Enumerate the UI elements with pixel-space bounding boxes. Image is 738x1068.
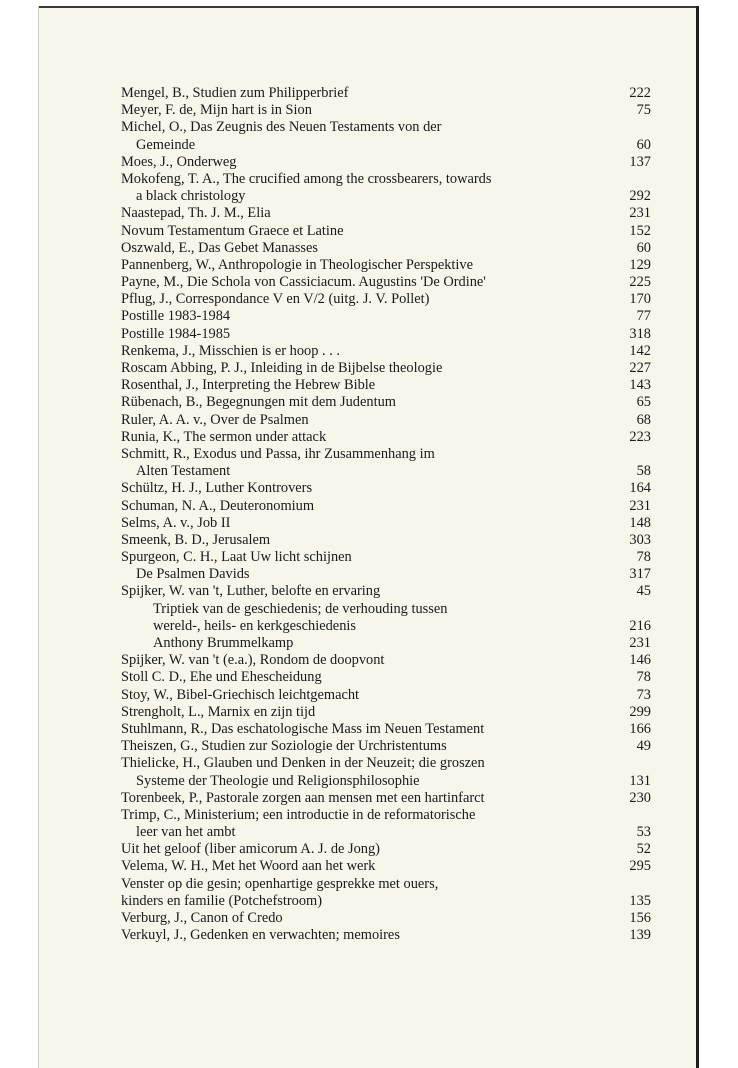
- index-line: [121, 154, 651, 171]
- entry-title: Moes, J., Onderweg: [121, 153, 237, 170]
- index-entry: [121, 532, 651, 549]
- index-entry: [121, 343, 651, 360]
- index-entry: [121, 841, 651, 858]
- page-number: 45: [636, 583, 651, 600]
- index-line: [121, 223, 651, 240]
- entry-title: Uit het geloof (liber amicorum A. J. de Jong): [121, 841, 380, 858]
- page-number: 129: [629, 256, 651, 273]
- page-number: 60: [636, 136, 651, 153]
- entry-title: Naastepad, Th. J. M., Elia: [121, 205, 271, 222]
- index-line: [121, 412, 651, 429]
- index-entry: [121, 119, 651, 153]
- index-line: [121, 858, 651, 875]
- page-number: 156: [629, 910, 651, 926]
- index-line: [121, 790, 651, 807]
- index-line: [121, 119, 651, 136]
- page-number: 65: [636, 394, 651, 411]
- entry-title: Spijker, W. van 't (e.a.), Rondom de doopvont: [121, 652, 385, 669]
- entry-title: Triptiek van de geschiedenis; de verhouding tussen: [153, 600, 448, 617]
- index-entry: [121, 704, 651, 721]
- index-entry: [121, 498, 651, 515]
- entry-title: leer van het ambt: [136, 824, 236, 841]
- page-number: 231: [629, 635, 651, 651]
- entry-title: Torenbeek, P., Pastorale zorgen aan mensen met een hartinfarct: [121, 789, 485, 806]
- book-page: [38, 6, 699, 1068]
- page-right-edge: [696, 6, 699, 1068]
- index-line: [121, 205, 651, 222]
- page-number: 222: [629, 85, 651, 101]
- page-number: 152: [629, 222, 651, 239]
- index-entry: [121, 205, 651, 222]
- entry-title: Ruler, A. A. v., Over de Psalmen: [121, 411, 309, 428]
- index-entry: [121, 480, 651, 497]
- page-number: 317: [629, 566, 651, 583]
- index-line: [121, 274, 651, 291]
- page-number: 231: [629, 497, 651, 514]
- index-line: [121, 824, 651, 841]
- index-entry: [121, 910, 651, 927]
- entry-title: Strengholt, L., Marnix en zijn tijd: [121, 703, 316, 720]
- index-entry: [121, 687, 651, 704]
- entry-title: wereld-, heils- en kerkgeschiedenis: [153, 617, 356, 634]
- page-number: 52: [636, 841, 651, 858]
- entry-title: Pflug, J., Correspondance V en V/2 (uitg. J. V. Pollet): [121, 291, 430, 308]
- page-number: 318: [629, 325, 651, 342]
- index-list: [121, 85, 651, 944]
- entry-title: Schuman, N. A., Deuteronomium: [121, 497, 315, 514]
- index-line: [121, 308, 651, 325]
- index-entry: [121, 858, 651, 875]
- index-line: [121, 326, 651, 343]
- index-entry: [121, 102, 651, 119]
- index-entry: [121, 412, 651, 429]
- index-line: [121, 257, 651, 274]
- entry-title: Systeme der Theologie und Religionsphilosophie: [136, 772, 420, 789]
- index-line: [121, 721, 651, 738]
- page-number: 295: [629, 858, 651, 875]
- page-number: 303: [629, 531, 651, 548]
- entry-title: a black christology: [136, 188, 246, 205]
- index-line: [121, 738, 651, 755]
- page-number: 135: [629, 892, 651, 909]
- entry-title: Trimp, C., Ministerium; een introductie in de reformatorische: [121, 806, 476, 823]
- index-entry: [121, 738, 651, 755]
- page-number: 49: [636, 738, 651, 755]
- index-line: [121, 669, 651, 686]
- page-number: 78: [636, 549, 651, 566]
- index-line: [121, 652, 651, 669]
- index-line: [121, 635, 651, 652]
- entry-title: Mengel, B., Studien zum Philipperbrief: [121, 85, 349, 101]
- index-line: [121, 343, 651, 360]
- index-entry: [121, 274, 651, 291]
- page-number: 75: [636, 102, 651, 119]
- index-entry: [121, 927, 651, 944]
- entry-title: Runia, K., The sermon under attack: [121, 428, 327, 445]
- page-number: 139: [629, 927, 651, 944]
- index-entry: [121, 360, 651, 377]
- page-number: 231: [629, 205, 651, 222]
- entry-title: Mokofeng, T. A., The crucified among the crossbearers, towards: [121, 170, 492, 187]
- entry-title: Thielicke, H., Glauben und Denken in der Neuzeit; die groszen: [121, 755, 485, 772]
- page-number: 131: [629, 772, 651, 789]
- index-entry: [121, 790, 651, 807]
- index-line: [121, 755, 651, 772]
- page-top-edge: [39, 6, 699, 8]
- index-line: [121, 927, 651, 944]
- entry-title: Verburg, J., Canon of Credo: [121, 910, 283, 926]
- page-number: 148: [629, 514, 651, 531]
- index-line: [121, 687, 651, 704]
- index-line: [121, 532, 651, 549]
- index-line: [121, 291, 651, 308]
- index-entry: [121, 429, 651, 446]
- index-entry: [121, 446, 651, 480]
- entry-title: kinders en familie (Potchefstroom): [121, 892, 323, 909]
- entry-title: Theiszen, G., Studien zur Soziologie der Urchristentums: [121, 738, 447, 755]
- page-number: 299: [629, 703, 651, 720]
- index-entry: [121, 240, 651, 257]
- entry-title: Schmitt, R., Exodus und Passa, ihr Zusammenhang im: [121, 445, 435, 462]
- entry-title: Spijker, W. van 't, Luther, belofte en ervaring: [121, 583, 381, 600]
- index-line: [121, 515, 651, 532]
- entry-title: Anthony Brummelkamp: [153, 635, 294, 651]
- index-line: [121, 360, 651, 377]
- page-number: 170: [629, 291, 651, 308]
- entry-title: Rübenach, B., Begegnungen mit dem Judentum: [121, 394, 396, 411]
- entry-title: Stoy, W., Bibel-Griechisch leichtgemacht: [121, 686, 360, 703]
- entry-title: Velema, W. H., Met het Woord aan het werk: [121, 858, 376, 875]
- index-entry: [121, 377, 651, 394]
- index-line: [121, 583, 651, 600]
- page-number: 53: [636, 824, 651, 841]
- page-number: 77: [636, 308, 651, 325]
- entry-title: Smeenk, B. D., Jerusalem: [121, 531, 271, 548]
- index-entry: [121, 652, 651, 669]
- page-number: 73: [636, 686, 651, 703]
- entry-title: Postille 1983-1984: [121, 308, 231, 325]
- page-number: 68: [636, 411, 651, 428]
- index-line: [121, 463, 651, 480]
- entry-title: Meyer, F. de, Mijn hart is in Sion: [121, 102, 312, 119]
- entry-title: Stoll C. D., Ehe und Ehescheidung: [121, 669, 322, 686]
- index-line: [121, 704, 651, 721]
- index-entry: [121, 257, 651, 274]
- page-number: 227: [629, 360, 651, 376]
- index-line: [121, 566, 651, 583]
- page-number: 164: [629, 480, 651, 497]
- page-number: 223: [629, 428, 651, 445]
- index-line: [121, 429, 651, 446]
- index-line: [121, 102, 651, 119]
- entry-title: De Psalmen Davids: [136, 566, 250, 583]
- index-entry: [121, 308, 651, 325]
- entry-title: Spurgeon, C. H., Laat Uw licht schijnen: [121, 549, 352, 566]
- page-number: 137: [629, 153, 651, 170]
- entry-title: Stuhlmann, R., Das eschatologische Mass im Neuen Testament: [121, 720, 485, 737]
- page-number: 292: [629, 188, 651, 205]
- index-entry: [121, 154, 651, 171]
- index-line: [121, 549, 651, 566]
- index-line: [121, 601, 651, 618]
- index-entry: [121, 515, 651, 532]
- entry-title: Payne, M., Die Schola von Cassiciacum. Augustins 'De Ordine': [121, 274, 486, 291]
- entry-title: Novum Testamentum Graece et Latine: [121, 222, 344, 239]
- page-number: 78: [636, 669, 651, 686]
- page-number: 230: [629, 789, 651, 806]
- page-number: 225: [629, 274, 651, 291]
- index-line: [121, 893, 651, 910]
- index-line: [121, 377, 651, 394]
- index-entry: [121, 291, 651, 308]
- index-line: [121, 498, 651, 515]
- index-entry: [121, 326, 651, 343]
- entry-title: Renkema, J., Misschien is er hoop . . .: [121, 342, 341, 359]
- entry-title: Rosenthal, J., Interpreting the Hebrew Bible: [121, 377, 376, 394]
- index-entry: [121, 755, 651, 789]
- page-number: 166: [629, 720, 651, 737]
- index-entry: [121, 223, 651, 240]
- entry-title: Pannenberg, W., Anthropologie in Theologischer Perspektive: [121, 256, 473, 273]
- index-line: [121, 394, 651, 411]
- index-line: [121, 618, 651, 635]
- index-line: [121, 876, 651, 893]
- entry-title: Venster op die gesin; openhartige gesprekke met ouers,: [121, 875, 439, 892]
- page-number: 58: [636, 463, 651, 480]
- entry-title: Gemeinde: [136, 136, 196, 153]
- index-entry: [121, 669, 651, 686]
- entry-title: Selms, A. v., Job II: [121, 514, 231, 531]
- index-entry: [121, 85, 651, 102]
- page-number: 216: [629, 617, 651, 634]
- index-entry: [121, 549, 651, 583]
- entry-title: Oszwald, E., Das Gebet Manasses: [121, 239, 319, 256]
- index-entry: [121, 721, 651, 738]
- index-line: [121, 841, 651, 858]
- index-entry: [121, 876, 651, 910]
- index-line: [121, 773, 651, 790]
- index-line: [121, 910, 651, 927]
- index-line: [121, 480, 651, 497]
- entry-title: Michel, O., Das Zeugnis des Neuen Testaments von der: [121, 119, 442, 136]
- index-entry: [121, 583, 651, 652]
- page-number: 143: [629, 377, 651, 394]
- entry-title: Postille 1984-1985: [121, 325, 231, 342]
- index-entry: [121, 807, 651, 841]
- page-number: 146: [629, 652, 651, 669]
- page-number: 142: [629, 342, 651, 359]
- entry-title: Verkuyl, J., Gedenken en verwachten; memoires: [121, 927, 400, 944]
- index-line: [121, 188, 651, 205]
- index-line: [121, 446, 651, 463]
- index-line: [121, 807, 651, 824]
- index-entry: [121, 171, 651, 205]
- entry-title: Alten Testament: [136, 463, 231, 480]
- page-number: 60: [636, 239, 651, 256]
- index-line: [121, 137, 651, 154]
- index-entry: [121, 394, 651, 411]
- entry-title: Roscam Abbing, P. J., Inleiding in de Bijbelse theologie: [121, 360, 443, 376]
- index-line: [121, 171, 651, 188]
- entry-title: Schültz, H. J., Luther Kontrovers: [121, 480, 313, 497]
- index-line: [121, 85, 651, 102]
- index-line: [121, 240, 651, 257]
